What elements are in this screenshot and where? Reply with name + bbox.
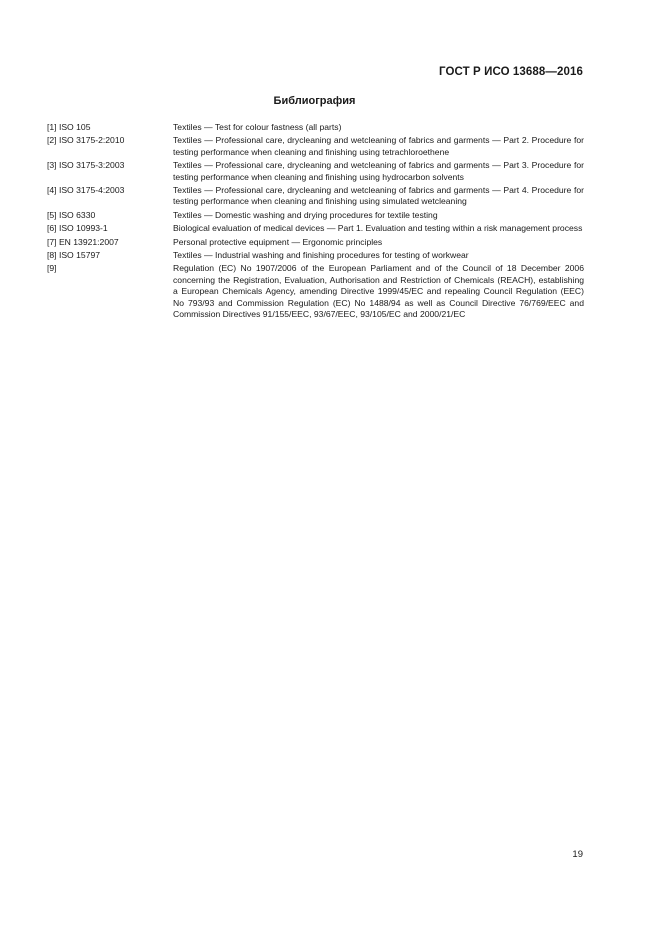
bibliography-ref: [3] ISO 3175-3:2003 [47,160,125,171]
bibliography-text: Textiles — Domestic washing and drying procedures for textile testing [173,209,438,220]
bibliography-list [47,122,584,323]
section-title: Библиография [273,95,356,107]
bibliography-ref: [8] ISO 15797 [47,250,101,261]
standard-code: ГОСТ Р ИСО 13688—2016 [438,66,583,78]
bibliography-text: Biological evaluation of medical devices — Part 1. Evaluation and testing within a risk management process [173,223,583,234]
bibliography-entry [47,160,584,183]
bibliography-ref: [9] [47,263,57,274]
bibliography-text: Personal protective equipment — Ergonomic principles [173,236,383,247]
bibliography-entry [47,237,584,248]
bibliography-ref: [5] ISO 6330 [47,209,96,220]
bibliography-text: Regulation (EC) No 1907/2006 of the European Parliament and of the Council of 18 December 2006 concerning the Registration, Evaluation, Authorisation and Restriction of Chemicals (REACH), establishing a European Chemicals Agency, amending Directive 1999/45/EC and repealing Council Regulation (EEC) No 793/93 and Commission Regulation (EC) No 1488/94 as well as Council Directive 76/769/EEC and Commission Directives 91/155/EEC, 93/67/EEC, 93/105/EC and 2000/21/EC [173,263,584,320]
bibliography-text: Textiles — Professional care, drycleaning and wetcleaning of fabrics and garments — Part 3. Procedure for testing performance when cleaning and finishing using hydrocarbon solvents [173,160,584,182]
bibliography-entry [47,210,584,221]
bibliography-text: Textiles — Test for colour fastness (all parts) [173,122,342,132]
bibliography-entry [47,263,584,320]
bibliography-entry [47,185,584,208]
bibliography-entry [47,250,584,261]
bibliography-entry [47,135,584,158]
bibliography-ref: [4] ISO 3175-4:2003 [47,185,125,196]
bibliography-text: Textiles — Professional care, drycleaning and wetcleaning of fabrics and garments — Part 4. Procedure for testing performance when cleaning and finishing using simulated wetcleaning [173,185,584,207]
bibliography-entry [47,223,584,234]
bibliography-ref: [7] EN 13921:2007 [47,236,119,247]
bibliography-text: Textiles — Industrial washing and finishing procedures for testing of workwear [173,250,469,261]
page-number: 19 [572,849,583,860]
bibliography-ref: [1] ISO 105 [47,122,91,132]
bibliography-entry [47,122,584,133]
bibliography-ref: [2] ISO 3175-2:2010 [47,135,125,146]
bibliography-text: Textiles — Professional care, drycleaning and wetcleaning of fabrics and garments — Part 2. Procedure for testing performance when cleaning and finishing using tetrachloroethene [173,135,584,157]
bibliography-ref: [6] ISO 10993-1 [47,223,108,234]
